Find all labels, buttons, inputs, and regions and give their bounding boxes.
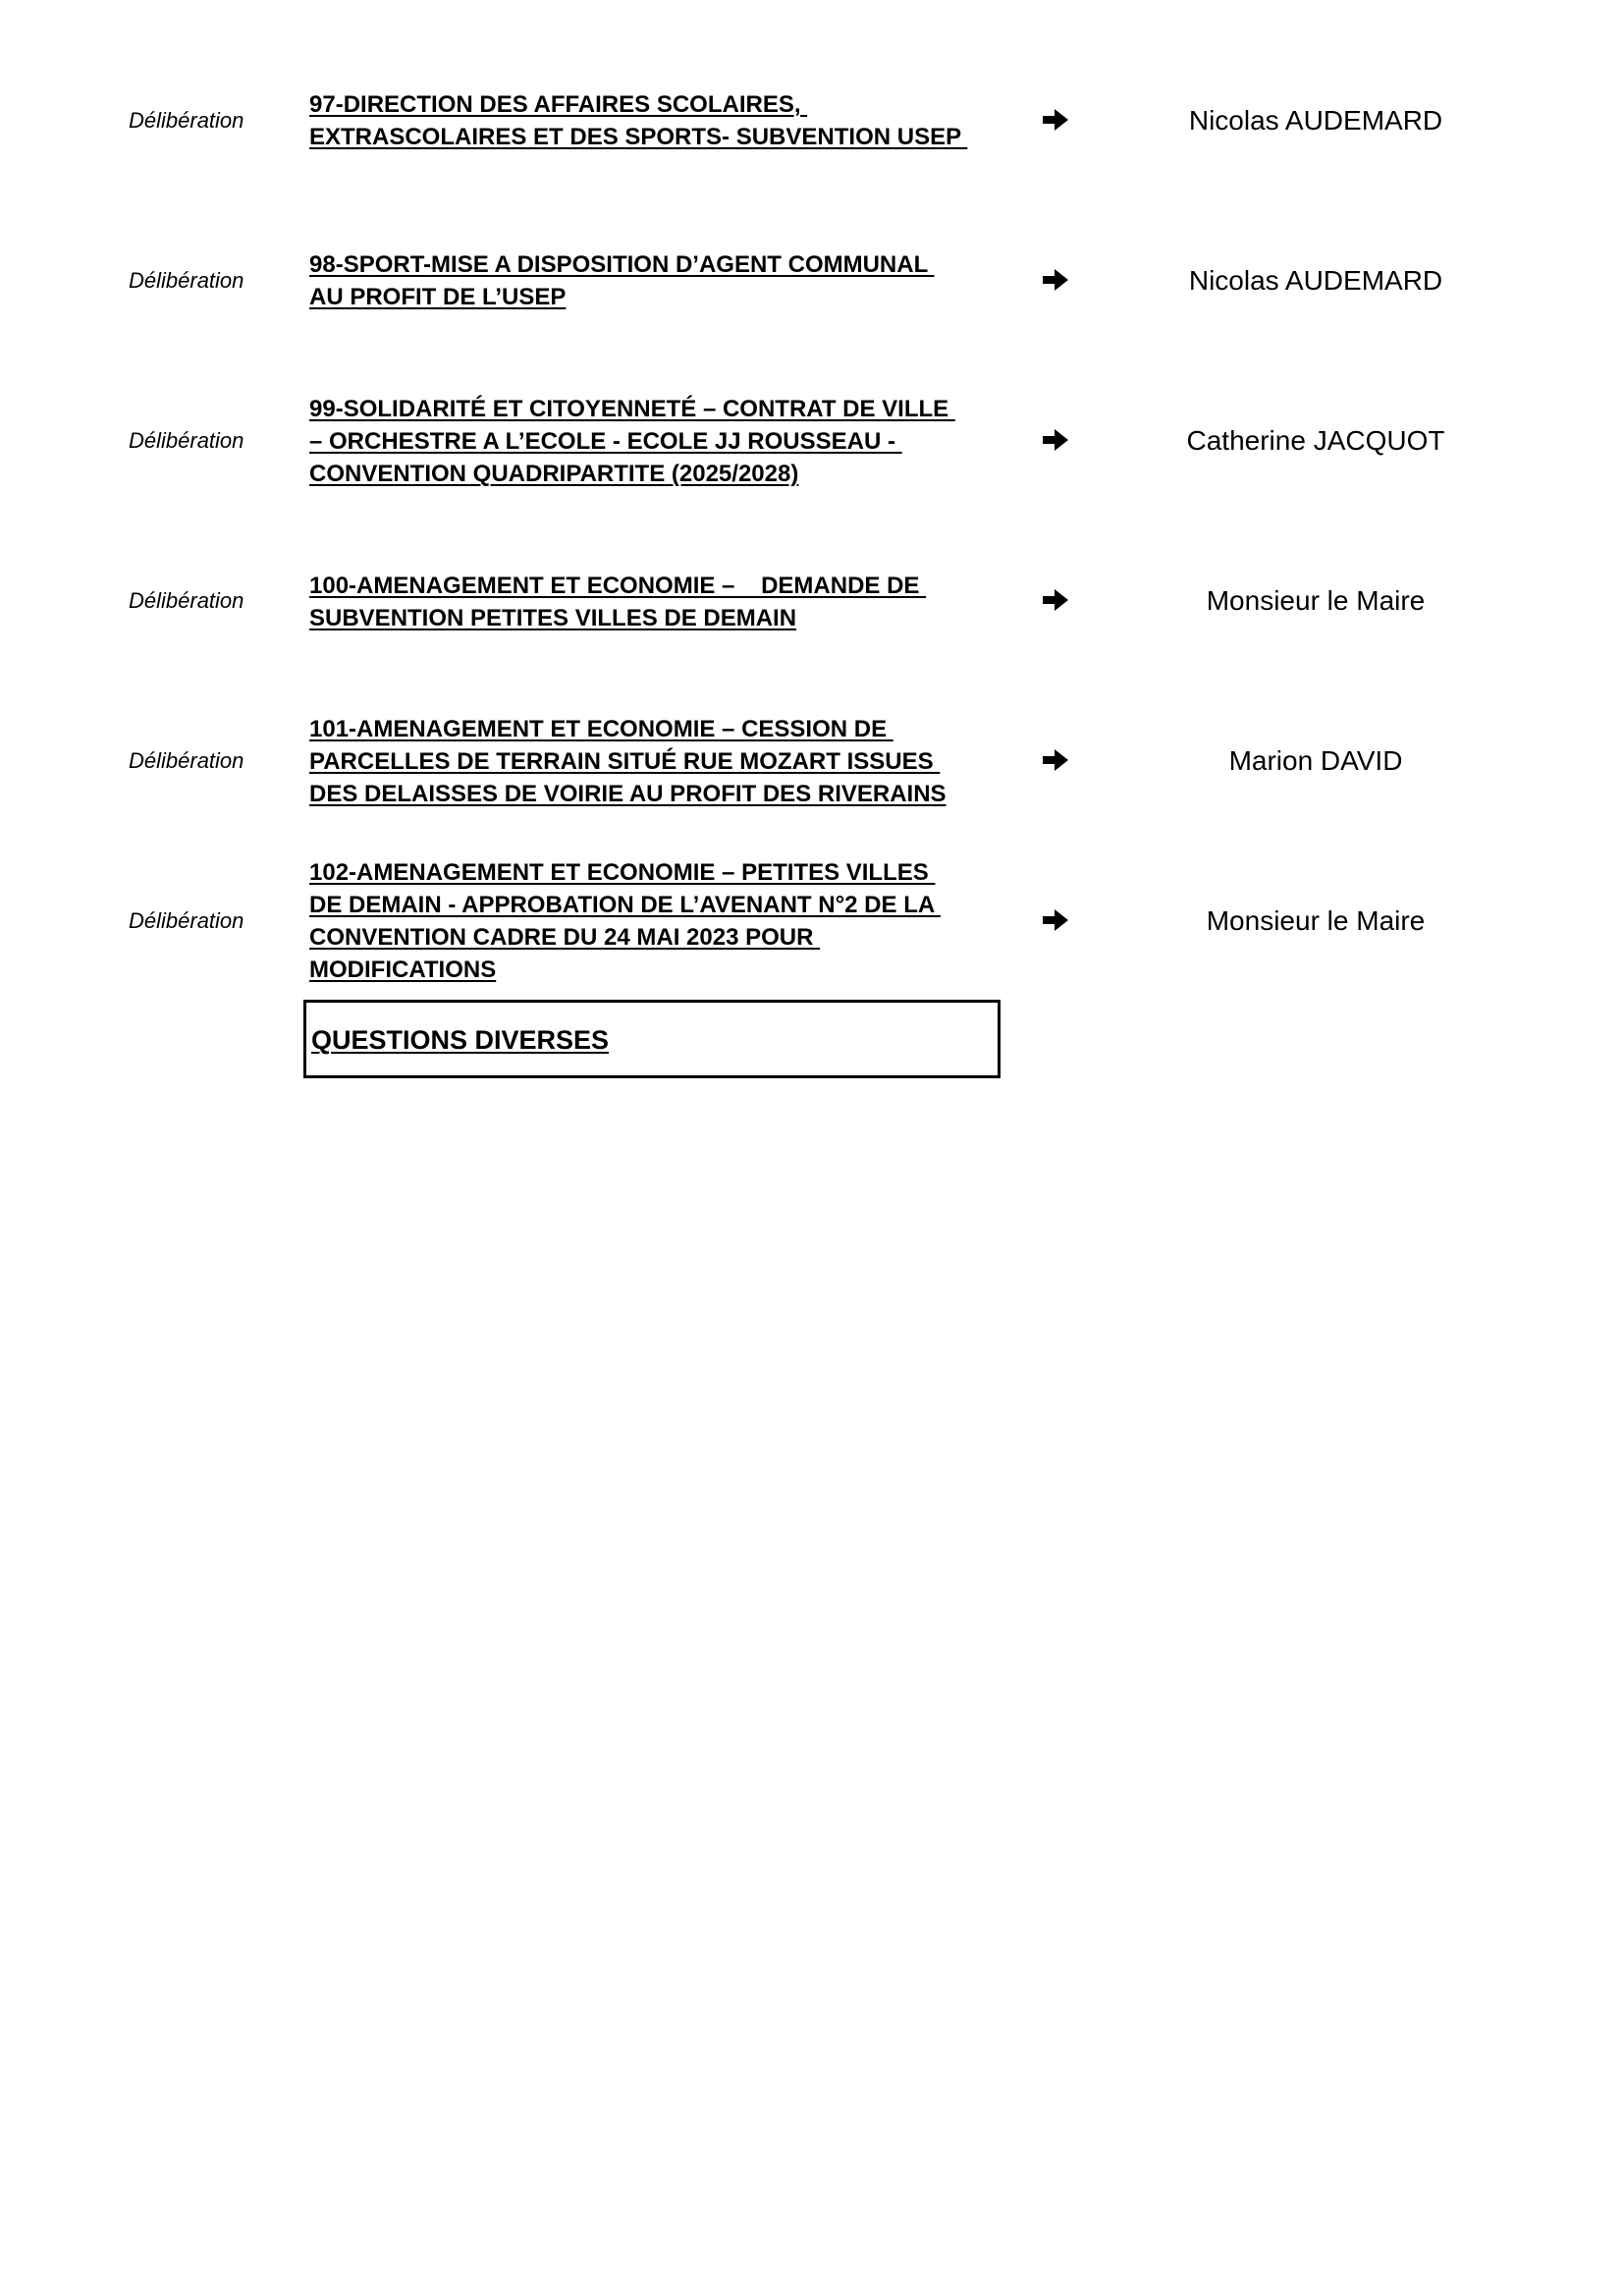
item-title-line: AU PROFIT DE L’USEP <box>309 284 567 310</box>
item-title-line: 101-AMENAGEMENT ET ECONOMIE – CESSION DE <box>309 716 893 742</box>
item-type-label: Délibération <box>129 268 244 293</box>
item-title-line: SUBVENTION PETITES VILLES DE DEMAIN <box>309 605 797 631</box>
arrow-right-icon <box>1041 425 1070 455</box>
item-type-label: Délibération <box>129 748 244 773</box>
arrow-right-icon <box>1041 105 1070 135</box>
questions-diverses-box <box>303 1000 1001 1078</box>
item-title-line: CONVENTION CADRE DU 24 MAI 2023 POUR <box>309 924 821 951</box>
item-title <box>309 856 997 986</box>
item-title-line: DES DELAISSES DE VOIRIE AU PROFIT DES RIVERAINS <box>309 781 947 807</box>
item-title-line: DE DEMAIN - APPROBATION DE L’AVENANT N°2 DE LA <box>309 892 941 918</box>
item-title-line: CONVENTION QUADRIPARTITE (2025/2028) <box>309 461 799 487</box>
item-title-line: PARCELLES DE TERRAIN SITUÉ RUE MOZART ISSUES <box>309 748 941 775</box>
item-title-line: 98-SPORT-MISE A DISPOSITION D’AGENT COMMUNAL <box>309 251 935 278</box>
item-title-line: – ORCHESTRE A L’ECOLE - ECOLE JJ ROUSSEAU - <box>309 428 902 455</box>
rapporteur-name: Nicolas AUDEMARD <box>1188 105 1443 136</box>
arrow-right-icon <box>1041 585 1070 615</box>
rapporteur-name: Marion DAVID <box>1228 745 1403 776</box>
rapporteur-name: Catherine JACQUOT <box>1186 425 1445 456</box>
item-title-line: 97-DIRECTION DES AFFAIRES SCOLAIRES, <box>309 91 808 118</box>
item-type-label: Délibération <box>129 588 244 613</box>
arrow-right-icon <box>1041 265 1070 295</box>
item-type-label: Délibération <box>129 428 244 453</box>
item-title-line: 99-SOLIDARITÉ ET CITOYENNETÉ – CONTRAT DE VILLE <box>309 396 955 422</box>
arrow-right-icon <box>1041 745 1070 775</box>
rapporteur-name: Monsieur le Maire <box>1206 585 1426 616</box>
item-title <box>309 248 997 313</box>
arrow-right-icon <box>1041 905 1070 935</box>
item-title-line: 102-AMENAGEMENT ET ECONOMIE – PETITES VILLES <box>309 859 936 886</box>
item-title <box>309 393 997 490</box>
item-type-label: Délibération <box>129 108 244 133</box>
item-type-label: Délibération <box>129 908 244 933</box>
item-title-line: EXTRASCOLAIRES ET DES SPORTS- SUBVENTION USEP <box>309 124 968 150</box>
item-title <box>309 88 997 153</box>
item-title-line: 100-AMENAGEMENT ET ECONOMIE – DEMANDE DE <box>309 573 927 599</box>
questions-diverses-heading: QUESTIONS DIVERSES <box>311 1025 610 1055</box>
item-title-line: MODIFICATIONS <box>309 957 497 983</box>
item-title <box>309 570 997 634</box>
item-title <box>309 713 997 810</box>
rapporteur-name: Nicolas AUDEMARD <box>1188 265 1443 296</box>
rapporteur-name: Monsieur le Maire <box>1206 905 1426 936</box>
